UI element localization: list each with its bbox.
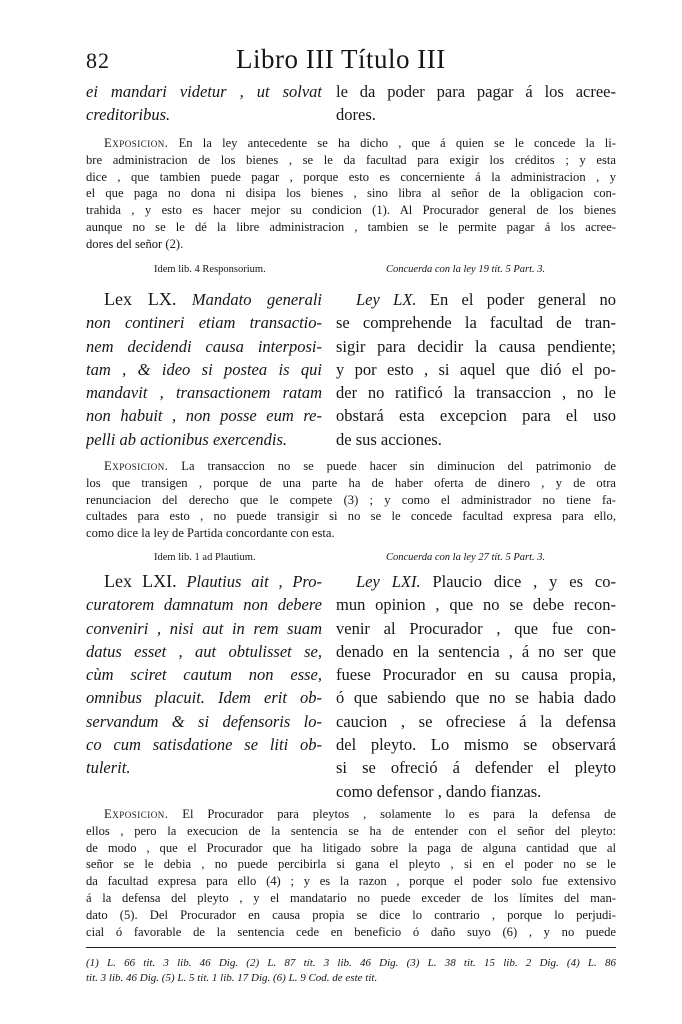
spanish-line: sigir para decidir la causa pendiente; xyxy=(336,336,616,356)
opening-latin xyxy=(86,80,322,127)
exposition-label: Exposicion. xyxy=(104,807,169,821)
law-heading-spanish: Ley LX. xyxy=(356,290,417,309)
latin-line xyxy=(86,288,322,311)
spanish-line: le da poder para pagar á los acree- xyxy=(336,82,616,101)
footnote-line: (1) L. 66 tit. 3 lib. 46 Dig. (2) L. 87 tít. 3 lib. 46 Dig. (3) L. 38 tit. 15 lib. 2 Dig. (4) L. 86 xyxy=(86,957,616,969)
exposition-2 xyxy=(86,458,616,542)
latin-line: datus esset , aut obtulisset se, xyxy=(86,641,322,661)
spanish-line: denado en la sentencia , á no ser que xyxy=(336,641,616,661)
latin-text: Plautius ait , Pro- xyxy=(186,572,322,591)
latin-line: co cum satisdatione se liti ob- xyxy=(86,735,322,755)
exposition-text: La transaccion no se puede hacer sin diminucion del patrimonio de xyxy=(181,459,616,473)
spanish-text: Plaucio dice , y es co- xyxy=(432,572,616,591)
latin-line: cùm sciret cautum non esse, xyxy=(86,665,322,685)
exposition-line: como dice la ley de Partida concordante con esta. xyxy=(86,526,335,541)
law-60-spanish xyxy=(336,288,616,451)
exposition-line: dice , que tambien puede pagar , porque esto es concerniente á la administracion , y xyxy=(86,169,616,184)
latin-line: curatorem damnatum non debere xyxy=(86,595,322,615)
opening-continuation xyxy=(86,80,616,128)
spanish-line: obstará esta excepcion para el uso xyxy=(336,406,616,426)
spanish-line: der no ratificó la transaccion , no le xyxy=(336,383,616,403)
spanish-line xyxy=(336,570,616,593)
exposition-line: bre administracion de los bienes , se le da facultad para exigir los créditos ; y esta xyxy=(86,152,616,167)
exposition-line: dores del señor (2). xyxy=(86,236,184,251)
latin-text: Mandato generali xyxy=(191,290,322,309)
law-heading-spanish: Ley LXI. xyxy=(356,572,421,591)
latin-line: pelli ab actionibus exercendis. xyxy=(86,429,288,449)
latin-line: creditoribus. xyxy=(86,105,171,125)
exposition-line: á la defensa del pleyto , y el mandatario no puede exceder de los límites del man- xyxy=(86,890,616,905)
exposition-line: aunque no se le dé la libre administracion , tambien se le permite pagar á los acree- xyxy=(86,219,616,234)
exposition-line: de modo , que el Procurador que ha litigado sobre la paga de alguna cantidad que al xyxy=(86,840,616,855)
law-heading-latin: Lex LXI. xyxy=(104,571,177,591)
law-61-spanish xyxy=(336,570,616,803)
spanish-line: de sus acciones. xyxy=(336,429,442,449)
exposition-line: renunciacion del derecho que le compete (3) ; y como el administrador no tiene fa- xyxy=(86,492,616,507)
latin-line: servandum & si defensoris lo- xyxy=(86,711,322,731)
latin-line xyxy=(86,570,322,593)
citation-right: Concuerda con la ley 19 tít. 5 Part. 3. xyxy=(386,264,546,275)
footnotes xyxy=(86,956,616,986)
exposition-line: dato (5). Del Procurador en causa propia se dice lo contrario , porque lo perjudi- xyxy=(86,907,616,922)
law-60-latin xyxy=(86,288,322,451)
exposition-text: En la ley antecedente se ha dicho , que á quien se le concede la li- xyxy=(178,136,616,150)
latin-line: non contineri etiam transactio- xyxy=(86,313,322,333)
footnote-rule xyxy=(86,947,616,948)
law-heading-latin: Lex LX. xyxy=(104,289,177,309)
exposition-line xyxy=(86,458,616,475)
exposition-line: el que paga no dona ni disipa los bienes , sino libra al señor de la obligacion con- xyxy=(86,186,616,201)
latin-line: conveniri , nisi aut in rem suam xyxy=(86,618,322,638)
latin-line: ei mandari videtur , ut solvat xyxy=(86,82,322,101)
citation-left: Idem lib. 4 Responsorium. xyxy=(154,264,266,275)
spanish-line: del pleyto. Lo mismo se observará xyxy=(336,735,616,755)
spanish-line: ó que sabiendo que no se habia dado xyxy=(336,688,616,708)
spanish-line: y por esto , si aquel que dió el po- xyxy=(336,359,616,379)
spanish-line: si se ofreció á defender el pleyto xyxy=(336,758,616,778)
exposition-text: El Procurador para pleytos , solamente lo es para la defensa de xyxy=(182,807,616,821)
latin-line: non habuit , non posse eum re- xyxy=(86,406,322,426)
running-title: Libro III Título III xyxy=(236,44,446,74)
spanish-line: fuese Procurador en su causa propia, xyxy=(336,665,616,685)
spanish-line: se comprehende la facultad de tran- xyxy=(336,313,616,333)
opening-spanish xyxy=(336,80,616,127)
citation-right: Concuerda con la ley 27 tít. 5 Part. 3. xyxy=(386,552,546,563)
exposition-line: trahida , y esto es hacer mejor su condicion (1). Al Procurador general de los bienes xyxy=(86,203,616,218)
exposition-line xyxy=(86,135,616,152)
exposition-3 xyxy=(86,806,616,940)
exposition-line: cultades para esto , no puede transigir si no se le concede facultad expresa para ello, xyxy=(86,509,616,524)
law-61 xyxy=(86,570,616,805)
latin-line: tulerit. xyxy=(86,758,131,778)
footnote-line: tit. 3 lib. 46 Dig. (5) L. 5 tít. 1 lib. 17 Dig. (6) L. 9 Cod. de este tít. xyxy=(86,972,378,984)
latin-line: omnibus placuit. Idem erit ob- xyxy=(86,688,322,708)
latin-line: tam , & ideo si postea is qui xyxy=(86,359,322,379)
citation-left: Idem lib. 1 ad Plautium. xyxy=(154,552,256,563)
exposition-1 xyxy=(86,135,616,253)
spanish-line xyxy=(336,288,616,311)
exposition-line: da facultad expresa para ello (4) ; y es la razon , porque el poder solo fue extensivo xyxy=(86,874,616,889)
latin-line: mandavit , transactionem ratam xyxy=(86,383,322,403)
spanish-line: dores. xyxy=(336,105,376,125)
exposition-line: señor se le debia , no puede percibirla si gana el pleyto , si en el poder no se le xyxy=(86,857,616,872)
spanish-line: como defensor , dando fianzas. xyxy=(336,781,542,801)
exposition-line: cial ó favorable de la sentencia cede en beneficio ó daño suyo (6) , y no puede xyxy=(86,924,616,939)
page-header xyxy=(86,44,616,84)
law-60 xyxy=(86,288,616,453)
exposition-line: ellos , pero la execucion de la sentencia se ha de entender con el señor del pleyto: xyxy=(86,823,616,838)
exposition-line xyxy=(86,806,616,823)
spanish-text: En el poder general no xyxy=(429,290,616,309)
exposition-line: los que transigen , porque de una parte ha de haber oferta de dinero , y de otra xyxy=(86,475,616,490)
latin-line: nem decidendi causa interposi- xyxy=(86,336,322,356)
exposition-label: Exposicion. xyxy=(104,136,169,150)
law-61-latin xyxy=(86,570,322,780)
page-number: 82 xyxy=(86,48,110,73)
spanish-line: venir al Procurador , que fue con- xyxy=(336,618,616,638)
spanish-line: caucion , se ofreciese á la defensa xyxy=(336,711,616,731)
exposition-label: Exposicion. xyxy=(104,459,169,473)
spanish-line: mun opinion , que no se debe recon- xyxy=(336,595,616,615)
